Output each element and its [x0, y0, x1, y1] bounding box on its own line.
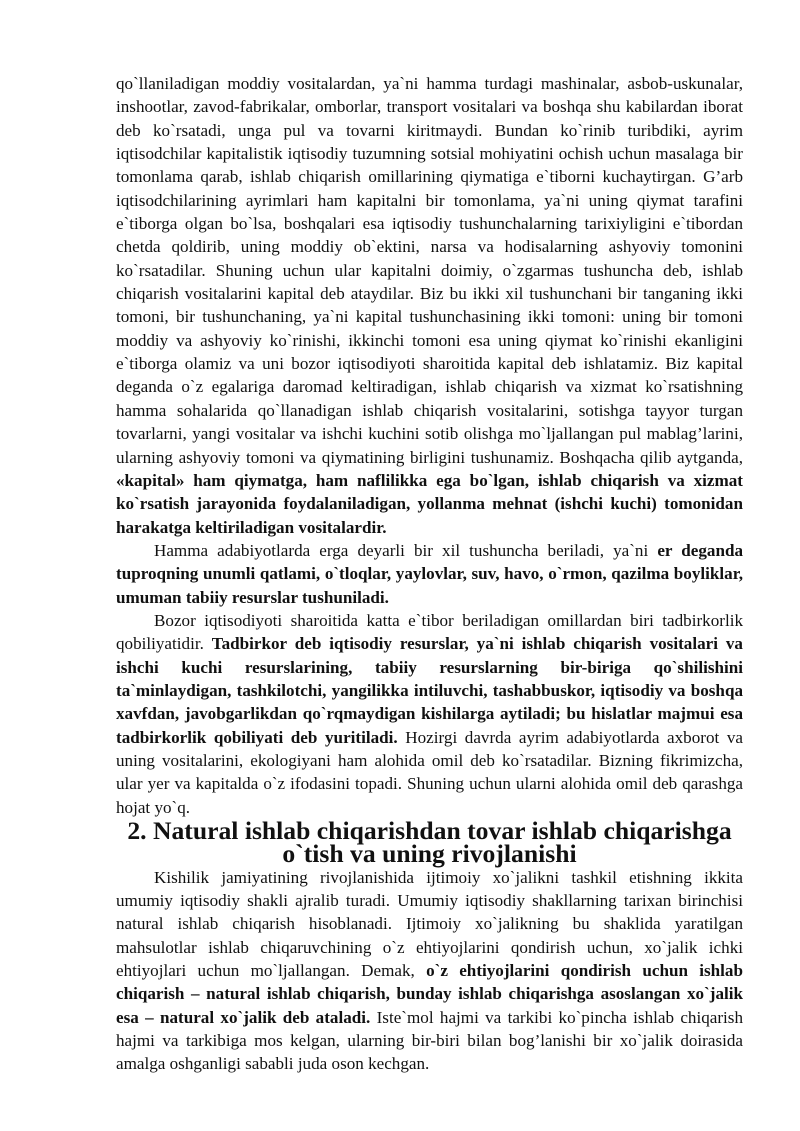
- bold-definition-land: er deganda tuproqning unumli qatlami, o`tloqlar, yaylovlar, suv, havo, o`rmon, qazilma boyliklar, umuman tabiiy resurslar tushuniladi.: [116, 540, 743, 607]
- paragraph-text: qo`llaniladigan moddiy vositalardan, ya`ni hamma turdagi mashinalar, asbob-uskunalar, inshootlar, zavod-fabrikalar, omborlar, transport vositalari va boshqa shu kabilardan iborat deb ko`rsatadi, unga pul va tovarni kiritmaydi. Bundan ko`rinib turibdiki, ayrim iqtisodchilar kapitalistik iqtisodiy tuzumning sotsial mohiyatini ochish uchun masalaga bir tomonlama qarab, ishlab chiqarish omillarining qiymatiga e`tiborni kuchaytirgan. G’arb iqtisodchilarining ayrimlari ham kapitalni bir tomonlama, ya`ni uning qiymat tarafini e`tiborga olgan bo`lsa, boshqalari esa iqtisodiy tushunchalarning tarixiyligini e`tibordan chetda qoldirib, uning moddiy ob`ektini, narsa va hodisalarning ashyoviy tomonini ko`rsatadilar. Shuning uchun ular kapitalni doimiy, o`zgarmas tushuncha deb, ishlab chiqarish vositalarini kapital deb ataydilar. Biz bu ikki xil tushunchani bir tanganing ikki tomoni, bir tushunchaning, ya`ni kapital tushunchasining ikki tomoni: uning bir tomoni moddiy va ashyoviy ko`rinishi, ikkinchi tomoni esa uning qiymat ko`rinishi ekanligini e`tiborga olamiz va uni bozor iqtisodiyoti sharoitida kapital deb ishlatamiz. Biz kapital deganda o`z egalariga daromad keltiradigan, ishlab chiqarish va xizmat ko`rsatishning hamma sohalarida qo`llanadigan ishlab chiqarish vositalarini, sotishga tayyor turgan tovarlarni, yangi vositalar va ishchi kuchini sotib olishga mo`ljallangan pul mablag’larini, ularning ashyoviy tomoni va qiymatining birligini tushunamiz. Boshqacha qilib aytganda,: [116, 74, 743, 467]
- paragraph-natural-production: [116, 866, 743, 1076]
- paragraph-text: Bozor iqtisodiyoti sharoitida katta e`tibor beriladigan omillardan biri tadbirkorlik qobiliyatidir.: [116, 610, 743, 654]
- paragraph-text: Kishilik jamiyatining rivojlanishida ijtimoiy xo`jalikni tashkil etishning ikkita umumiy iqtisodiy shakli ajralib turadi. Umumiy iqtisodiy shakllarning tarixan birinchisi natural ishlab chiqarish hisoblanadi. Ijtimoiy xo`jalikning bu shaklida yaratilgan mahsulotlar ishlab chiqaruvchining o`z ehtiyojlarini qondirish uchun, xo`jalik ichki ehtiyojlari uchun mo`ljallangan. Demak,: [116, 867, 743, 981]
- bold-definition-natural-economy: o`z ehtiyojlarini qondirish uchun ishlab chiqarish – natural ishlab chiqarish, bunday ishlab chiqarishga asoslangan xo`jalik esa – natural xo`jalik deb ataladi.: [116, 961, 743, 1027]
- paragraph-text: Hamma adabiyotlarda erga deyarli bir xil tushuncha beriladi, ya`ni: [154, 540, 658, 560]
- section-heading-line-2: o`tish va uning rivojlanishi: [282, 839, 577, 869]
- bold-definition-capital: «kapital» ham qiymatga, ham naflilikka ega bo`lgan, ishlab chiqarish va xizmat ko`rsatish jarayonida foydalaniladigan, yollanma mehnat (ishchi kuchi) tomonidan harakatga keltiriladigan vositalardir.: [116, 470, 743, 537]
- paragraph-text: Iste`mol hajmi va tarkibi ko`pincha ishlab chiqarish hajmi va tarkibiga mos kelgan, ularning bir-biri bilan bog’lanishi bir xo`jalik doirasida amalga oshganligi sababli juda oson kechgan.: [116, 1007, 743, 1074]
- paragraph-text: Hozirgi davrda ayrim adabiyotlarda axborot va uning vositalarini, ekologiyani ham alohida omil deb ko`rsatadilar. Bizning fikrimizcha, ular yer va kapitalda o`z ifodasini topadi. Shuning uchun ularni alohida omil deb qarashga hojat yo`q.: [116, 727, 743, 817]
- paragraph-capital-definition: [116, 72, 743, 539]
- paragraph-land-definition: [116, 539, 743, 609]
- section-heading: [116, 816, 743, 869]
- bold-definition-entrepreneur: Tadbirkor deb iqtisodiy resurslar, ya`ni ishlab chiqarish vositalari va ishchi kuchi resurslarining, tabiiy resurslarning bir-biriga qo`shilishini ta`minlaydigan, tashkilotchi, yangilikka intiluvchi, tashabbuskor, iqtisodiy va boshqa xavfdan, javobgarlikdan qo`rqmaydigan kishilarga aytiladi; bu hislatlar majmui esa tadbirkorlik qobiliyati deb yuritiladi.: [116, 634, 743, 747]
- section-heading-line-1: 2. Natural ishlab chiqarishdan tovar ishlab chiqarishga: [127, 816, 732, 845]
- paragraph-entrepreneurship: [116, 609, 743, 819]
